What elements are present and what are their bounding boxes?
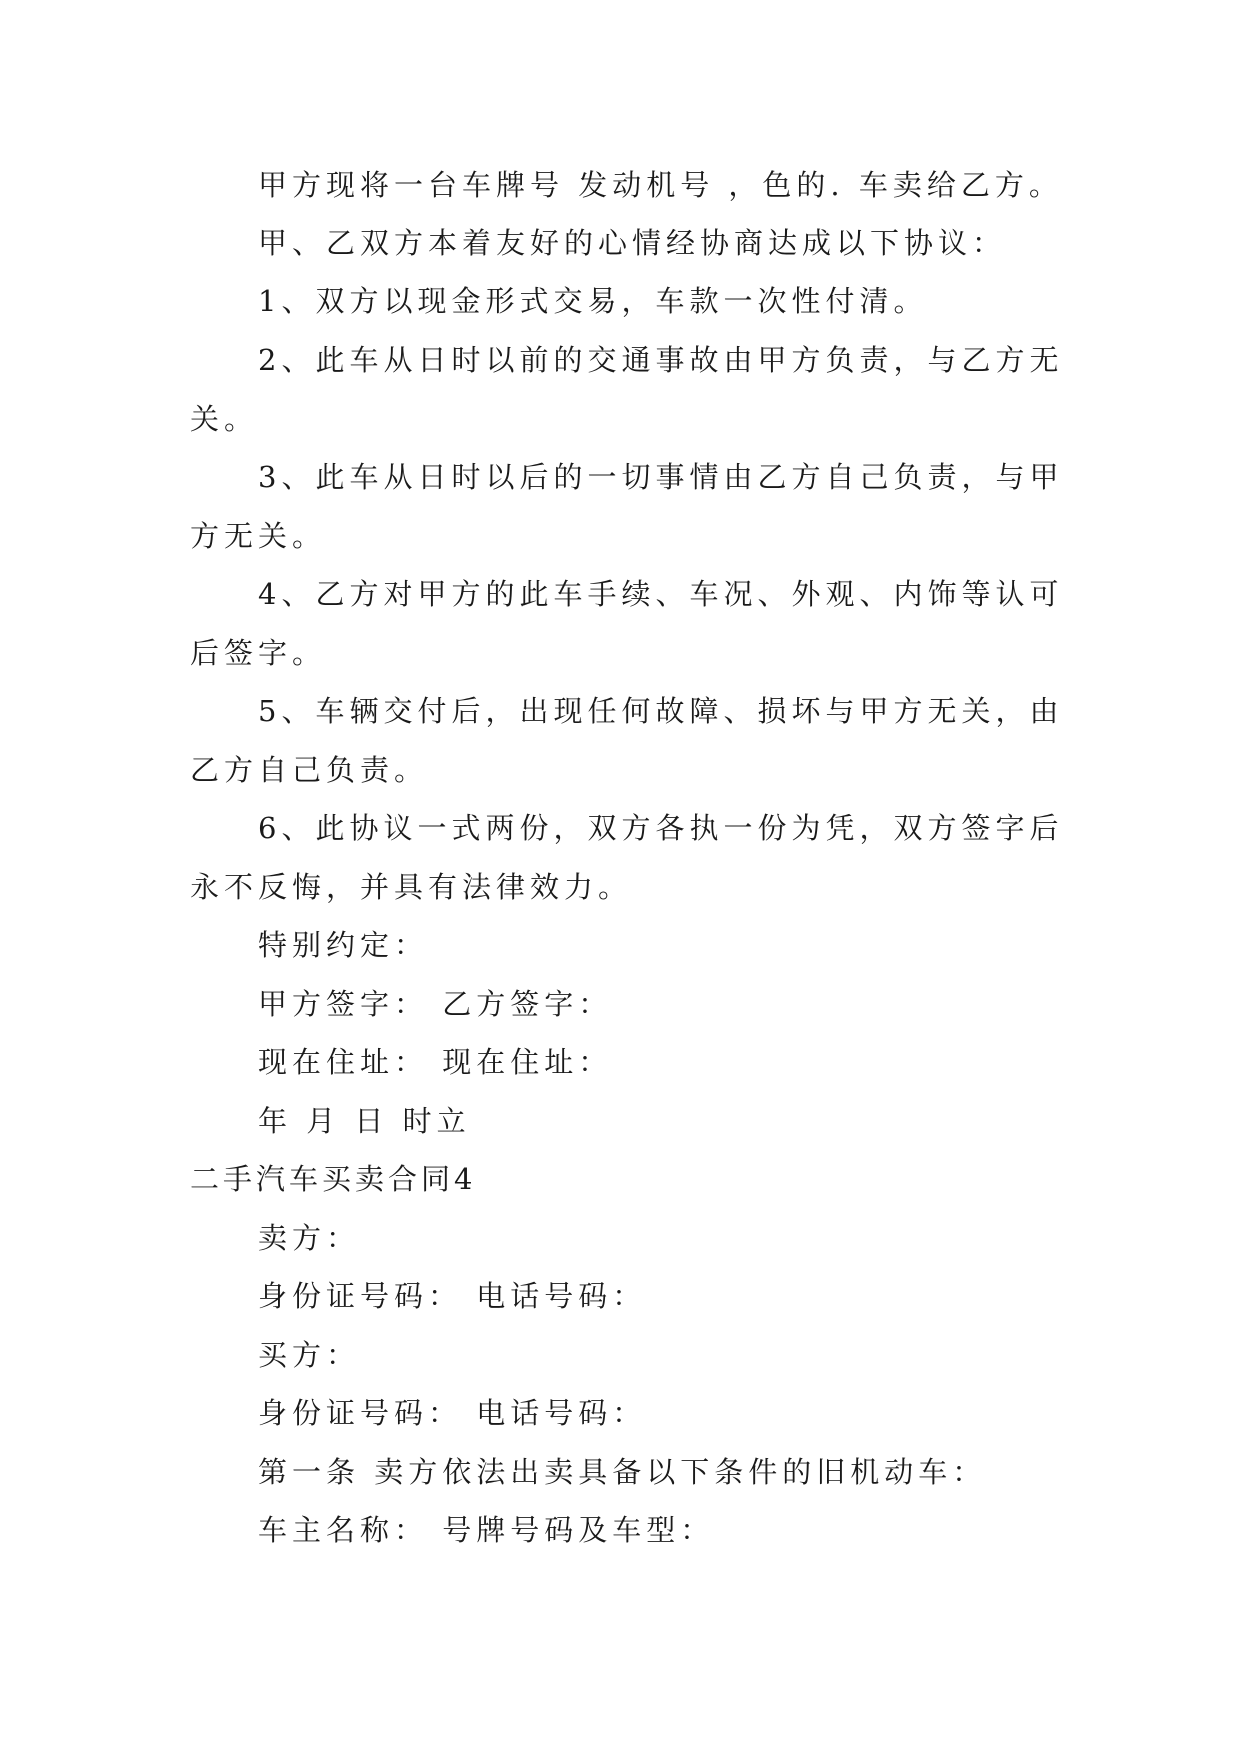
text-line: 身份证号码： 电话号码： — [258, 1279, 647, 1313]
text-line: 2、此车从日时以前的交通事故由甲方负责，与乙方无 — [258, 343, 1064, 377]
address-line: 现在住址： 现在住址： — [258, 1045, 613, 1079]
text-line: 关。 — [190, 402, 259, 436]
text-line: 后签字。 — [190, 636, 327, 670]
text-line: 甲、乙双方本着友好的心情经协商达成以下协议： — [258, 226, 1007, 260]
text-line: 1、双方以现金形式交易，车款一次性付清。 — [258, 284, 928, 318]
text-line: 乙方自己负责。 — [190, 753, 429, 787]
text-line: 永不反悔，并具有法律效力。 — [190, 870, 633, 904]
text-line: 卖方： — [258, 1221, 361, 1255]
text-line: 特别约定： — [258, 928, 429, 962]
section-heading: 二手汽车买卖合同4 — [190, 1162, 477, 1196]
text-line: 4、乙方对甲方的此车手续、车况、外观、内饰等认可 — [258, 577, 1064, 611]
signature-line: 甲方签字： 乙方签字： — [258, 987, 613, 1021]
text-line: 3、此车从日时以后的一切事情由乙方自己负责，与甲 — [258, 460, 1064, 494]
text-line: 6、此协议一式两份，双方各执一份为凭，双方签字后 — [258, 811, 1064, 845]
text-line: 方无关。 — [190, 519, 327, 553]
text-line: 身份证号码： 电话号码： — [258, 1396, 647, 1430]
text-line: 5、车辆交付后，出现任何故障、损坏与甲方无关，由 — [258, 694, 1064, 728]
text-line: 买方： — [258, 1338, 361, 1372]
text-line: 甲方现将一台车牌号 发动机号 ，色的. 车卖给乙方。 — [258, 168, 1063, 202]
date-line: 年 月 日 时立 — [258, 1104, 471, 1138]
text-line: 第一条 卖方依法出卖具备以下条件的旧机动车： — [258, 1455, 987, 1489]
text-line: 车主名称： 号牌号码及车型： — [258, 1513, 715, 1547]
